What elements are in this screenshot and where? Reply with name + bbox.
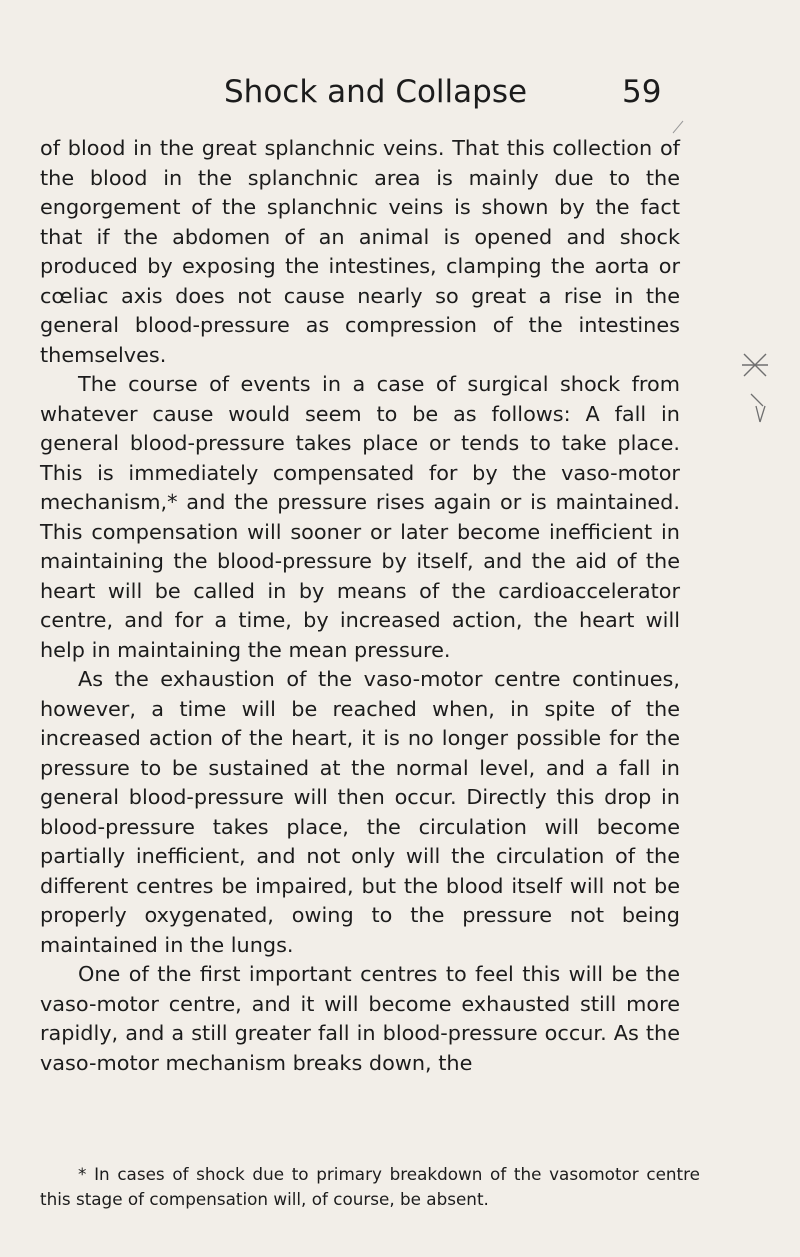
footnote	[40, 1162, 700, 1212]
asterisk-pencil-mark-icon	[740, 350, 770, 380]
footnote-text: * In cases of shock due to primary breakdown of the vasomotor centre this stage of compensation will, of course, be absent.	[40, 1164, 700, 1209]
paragraph-1: of blood in the great splanchnic veins. That this collection of the blood in the splanchnic area is mainly due to the engorgement of the splanchnic veins is shown by the fact that if the abdomen of an animal is opened and shock produced by exposing the intestines, clamping the aorta or cœliac axis does not cause nearly so great a rise in the general blood-pressure as compression of the intestines themselves.	[40, 136, 680, 367]
body-text	[40, 134, 680, 1078]
page-header	[0, 72, 800, 122]
paragraph-3: As the exhaustion of the vaso-motor centre continues, however, a time will be reached when, in spite of the increased action of the heart, it is no longer possible for the pressure to be sustained at the normal level, and a fall in general blood-pressure will then occur. Directly this drop in blood-pressure takes place, the circulation will become partially inefficient, and not only will the circulation of the different centres be impaired, but the blood itself will not be properly oxygenated, owing to the pressure not being maintained in the lungs.	[40, 667, 680, 957]
v-pencil-mark-icon	[748, 392, 768, 426]
page-number: 59	[622, 74, 662, 110]
pencil-stroke-icon	[672, 120, 684, 134]
paragraph-4: One of the first important centres to feel this will be the vaso-motor centre, and it will become exhausted still more rapidly, and a still greater fall in blood-pressure occur. As the vaso-motor mechanism breaks down, the	[40, 962, 680, 1075]
running-title: Shock and Collapse	[224, 74, 528, 110]
paragraph-2: The course of events in a case of surgical shock from whatever cause would seem to be as follows: A fall in general blood-pressure takes place or tends to take place. This is immediately compensated for by the vaso-motor mechanism,* and the pressure rises again or is maintained. This compensation will sooner or later become inefficient in maintaining the blood-pressure by itself, and the aid of the heart will be called in by means of the cardioaccelerator centre, and for a time, by increased action, the heart will help in maintaining the mean pressure.	[40, 372, 680, 662]
